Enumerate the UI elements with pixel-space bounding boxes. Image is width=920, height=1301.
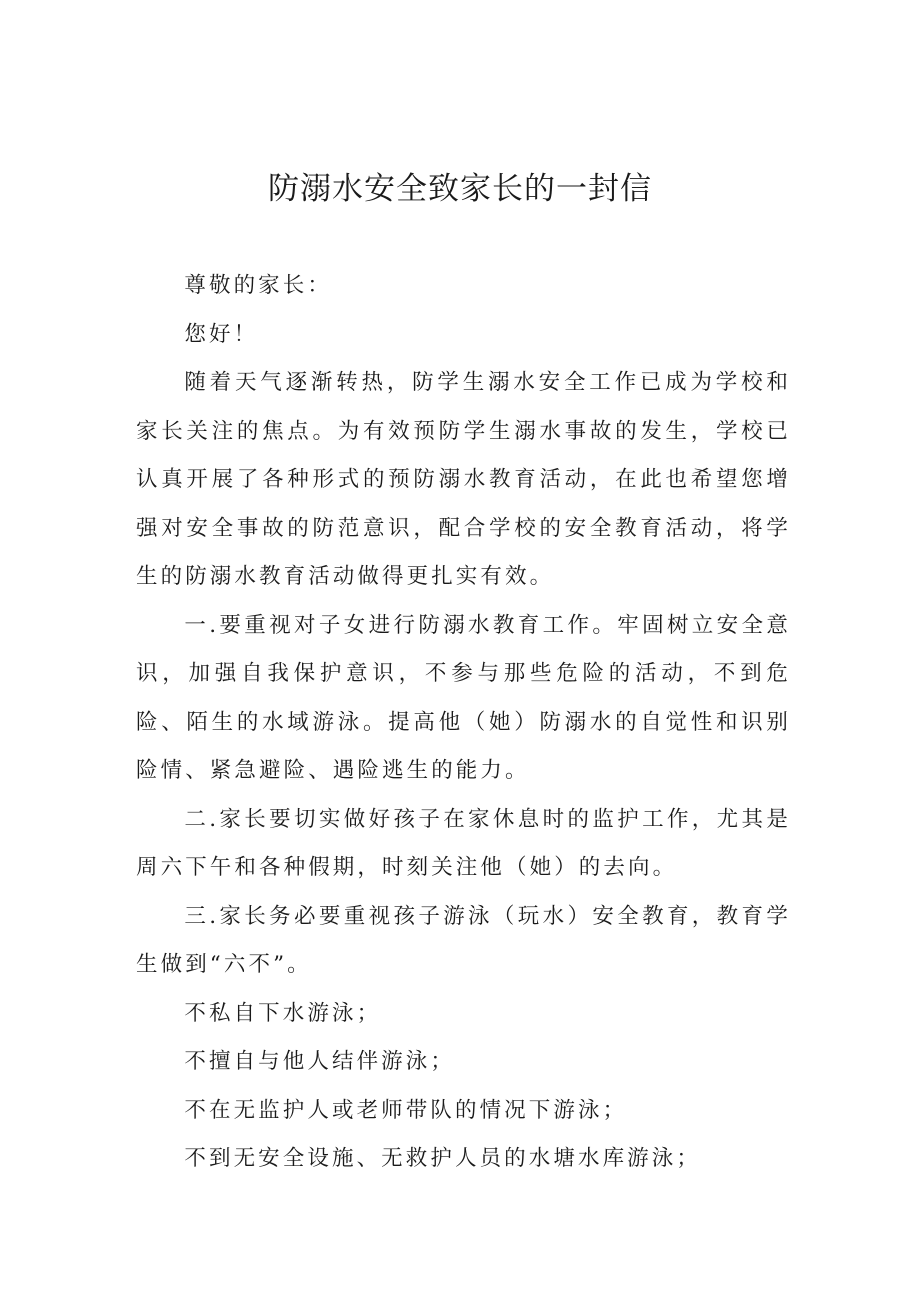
point-one-paragraph: 一.要重视对子女进行防溺水教育工作。牢固树立安全意识，加强自我保护意识，不参与那些危险的活动，不到危险、陌生的水域游泳。提高他（她）防溺水的自觉性和识别险情、紧急避险、遇险逃生的能力。: [136, 612, 791, 783]
point-two-paragraph: 二.家长要切实做好孩子在家休息时的监护工作，尤其是周六下午和各种假期，时刻关注他（她）的去向。: [136, 806, 791, 880]
rule-item: 不在无监护人或老师带队的情况下游泳；: [184, 1097, 628, 1123]
greeting: 您好！: [184, 321, 259, 347]
rule-item: 不到无安全设施、无救护人员的水塘水库游泳；: [184, 1146, 701, 1171]
rule-item: 不私自下水游泳；: [184, 1000, 382, 1026]
intro-paragraph: 随着天气逐渐转热，防学生溺水安全工作已成为学校和家长关注的焦点。为有效预防学生溺水事故的发生，学校已认真开展了各种形式的预防溺水教育活动，在此也希望您增强对安全事故的防范意识，配合学校的安全教育活动，将学生的防溺水教育活动做得更扎实有效。: [136, 370, 791, 589]
document-title: 防溺水安全致家长的一封信: [268, 171, 652, 207]
salutation: 尊敬的家长：: [184, 273, 332, 298]
point-three-paragraph: 三.家长务必要重视孩子游泳（玩水）安全教育，教育学生做到“六不”。: [136, 903, 791, 977]
rule-item: 不擅自与他人结伴游泳；: [184, 1049, 455, 1074]
letter-body: [136, 262, 791, 1184]
